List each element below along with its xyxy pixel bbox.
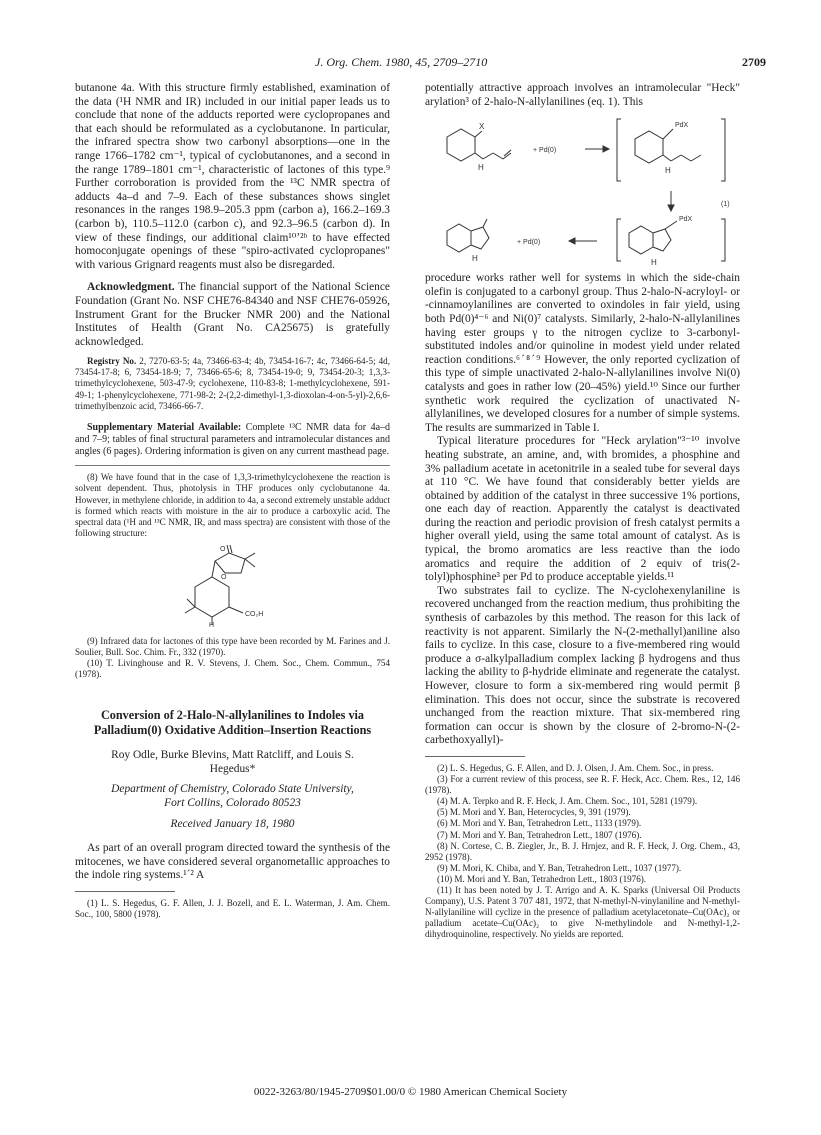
divider: [75, 465, 390, 466]
footnote-10: (10) M. Mori and Y. Ban, Tetrahedron Lett., 1803 (1976).: [437, 873, 647, 884]
body-paragraph: Two substrates fail to cyclize. The N-cyclohexenylaniline is recovered unchanged from the reaction medium, thus prohibiting the synthesis of carbazoles by this method. The reason for this lack of reactivity is not apparent. Similarly the N-(2-methallyl)aniline also fails to cyclize. In this case, closure to a five-membered ring would produce a σ-alkylpalladium complex lacking β hydrogens and thus lacking the ability to β-hydride eliminate and regenerate the catalyst. However, closure to form a six-membered ring would permit β elimination. This does not occur, since the substrate is recovered unchanged from the reaction mixture. That six-membered ring formation can occur is shown by the closure of 2-bromo-N-(2-carbethoxyallyl)-: [425, 584, 740, 747]
footnote-rule: [425, 756, 525, 757]
body-paragraph: potentially attractive approach involves an intramolecular "Heck" arylation³ of 2-halo-N-allylanilines (eq. 1). This: [425, 82, 740, 108]
hydrogen-label: H: [209, 621, 215, 627]
affiliation: Department of Chemistry, Colorado State University, Fort Collins, Colorado 80523: [111, 783, 354, 809]
journal-citation: J. Org. Chem. 1980, 45, 2709–2710: [315, 55, 488, 69]
nh-label: H: [478, 163, 484, 173]
carboxyl-label: CO₂H: [245, 610, 264, 618]
footnote-9: (9) M. Mori, K. Chiba, and Y. Ban, Tetrahedron Lett., 1037 (1977).: [437, 862, 682, 873]
body-paragraph: Typical literature procedures for "Heck arylation"³⁻¹⁰ involve heating substrate, an amine, and, with bromides, a phosphine and 3% palladium acetate in acetonitrile in a sealed tube for several days at 110 °C. We have found that considerably better yields are obtained by addition of the catalyst in three successive 1% portions, one each day of reaction. Apparently the catalyst is deactivated during the reaction and periodic provision of fresh catalyst permits a higher overall yield, using the same total amount of catalyst. As is typical, the bromo aromatics are less reactive than the iodo aromatics and require the addition of 2 equiv of tris(2-tolyl)phosphine³ per Pd to produce acceptable yields.¹¹: [425, 435, 740, 584]
svg-text:O: O: [220, 545, 226, 553]
pd0-product: + Pd(0): [517, 239, 541, 247]
benzene-ring: [447, 129, 475, 161]
acknowledgment: [75, 281, 390, 349]
footnote-11: (11) It has been noted by J. T. Arrigo and A. K. Sparks (Universal Oil Products Company), U.S. Patent 3 707 481, 1972, that N-methyl-N-vinylaniline and N-methyl-N-allylaniline will cyclize in the presence of palladium acetylacetonate–Cu(OAc)₂ or palladium acetate–Cu(OAc)₂ to give N-methylindole and N-methyl-1,2-dihydroquinoline, respectively. No yields are reported.: [425, 885, 740, 940]
body-paragraph: butanone 4a. With this structure firmly established, examination of the data (¹H NMR and IR) included in our initial paper leads us to conclude that none of the adducts reported were cyclopropanes and that each should be reformulated as a cyclobutanone. In particular, the infrared spectra show two carbonyl absorptions—one in the range 1766–1782 cm⁻¹, typical of cyclobutanones, and a second in the range 1789–1801 cm⁻¹, characteristic of lactones of this type.⁹ Further corroboration is provided from the ¹³C NMR spectra of adducts 4a–d and 7–9. Each of these substances shows singlet resonances in the ranges 198.9–205.3 ppm (carbon a), 166.2–169.3 (carbon b), 110.5–112.0 (carbon c), and 92.3–96.5 (carbon d). In view of these findings, our additional claim¹⁰ʼ²ᵇ to have effected homoconjugate openings of these "spiro-activated cyclopropanes" with various Grignard reagents must also be disregarded.: [75, 82, 390, 271]
left-column: [75, 82, 390, 920]
pd0-reagent: + Pd(0): [533, 147, 557, 155]
nh-label-2: H: [665, 166, 671, 176]
ack-text: The financial support of the National Science Foundation (Grant No. NSF CHE76-84340 and NSF CHE76-05926, Instrument Grant for the Brucker NMR 200) and the National Institutes of Health (Grant No. CA25675) is gratefully acknowledged.: [75, 281, 390, 348]
body-paragraph: procedure works rather well for systems in which the side-chain olefin is conjugated to a carbonyl group. Thus 2-halo-N-acryloyl- or -cinnamoylanilines are converted to oxindoles in fair yield, using both Pd(0)⁴⁻⁶ and Ni(0)⁷ catalysts. Similarly, 2-halo-N-allylanilines having ester groups γ to the nitrogen cyclize to 3-carbonyl-substituted indoles and/or quinoline in modest yield under related reaction conditions.⁶ˊ⁸ˊ⁹ However, the only reported cyclization of this type of simple unactivated 2-halo-N-allylanilines involve Ni(0) catalysts and goes in rather low (20–45%) yield.¹⁰ Since our further synthetic work required the cyclization of unactivated N-allylanilines, we developed closures for a number of simple systems. The results are summarized in Table I.: [425, 272, 740, 434]
footnote-8: (8) We have found that in the case of 1,3,3-trimethylcyclohexene the reaction is solvent dependent. Thus, photolysis in THF produces only cyclobutanone 4a. However, in methylene chloride, in addition to 4a, a second extremely unstable adduct is formed which reacts with moisture in the air to produce a carboxylic acid. The spectral data (¹H and ¹³C NMR, IR, and mass spectra) are consistent with those of the following structure:: [75, 472, 390, 538]
registry-lead: Registry No.: [87, 356, 137, 367]
article-title: Conversion of 2-Halo-N-allylanilines to Indoles via Palladium(0) Oxidative Addition–Insertion Reactions: [93, 708, 372, 737]
halogen-label: X: [479, 122, 485, 132]
footnote-3: (3) For a current review of this process, see R. F. Heck, Acc. Chem. Res., 12, 146 (1978).: [425, 774, 740, 796]
ack-lead: Acknowledgment.: [87, 281, 175, 294]
equation-number: (1): [721, 201, 730, 209]
supp-text: Complete ¹³C NMR data for 4a–d and 7–9; tables of final structural parameters and intramolecular distances and angles (6 pages). Ordering information is given on any current masthead page.: [75, 421, 391, 458]
footnote-2: (2) L. S. Hegedus, G. F. Allen, and D. J. Olsen, J. Am. Chem. Soc., in press.: [437, 762, 714, 773]
footnote-4: (4) M. A. Terpko and R. F. Heck, J. Am. Chem. Soc., 101, 5281 (1979).: [437, 796, 698, 807]
supp-lead: Supplementary Material Available:: [87, 421, 242, 433]
footnote-10: (10) T. Livinghouse and R. V. Stevens, J. Chem. Soc., Chem. Commun., 754 (1978).: [75, 658, 390, 680]
supplementary-material: [75, 422, 390, 459]
footnote-6: (6) M. Mori and Y. Ban, Tetrahedron Lett., 1133 (1979).: [437, 818, 642, 829]
lactone-structure-diagram: [75, 539, 390, 627]
authors: Roy Odle, Burke Blevins, Matt Ratcliff, and Louis S. Hegedus*: [111, 749, 354, 775]
page-header: [0, 55, 821, 71]
reaction-scheme-eq1: [425, 109, 740, 267]
footnote-5: (5) M. Mori and Y. Ban, Heterocycles, 9, 391 (1979).: [437, 807, 631, 818]
nh-label-3: H: [651, 258, 657, 268]
svg-text:O: O: [221, 573, 227, 581]
footnote-1: (1) L. S. Hegedus, G. F. Allen, J. J. Bozell, and E. L. Waterman, J. Am. Chem. Soc., 100, 5800 (1978).: [75, 897, 390, 919]
intro-paragraph: As part of an overall program directed toward the synthesis of the mitocenes, we have considered several organometallic approaches to the indole ring systems.¹ˊ² A: [75, 842, 390, 882]
registry-numbers: [75, 356, 390, 411]
right-column: [425, 82, 740, 940]
footnote-rule: [75, 891, 175, 892]
footnote-8: (8) N. Cortese, C. B. Ziegler, Jr., B. J. Hrnjez, and R. F. Heck, J. Org. Chem., 43, 2952 (1978).: [425, 840, 740, 862]
page-number: 2709: [742, 55, 766, 69]
pdx-label: PdX: [675, 122, 689, 130]
received-date: Received January 18, 1980: [170, 818, 295, 831]
nh-label-4: H: [472, 254, 478, 264]
registry-text: 2, 7270-63-5; 4a, 73466-63-4; 4b, 73454-16-7; 4c, 73466-64-5; 4d, 73454-17-8; 6, 73454-18-9; 7, 73466-65-6; 8, 73454-19-0; 9, 73454-20-3; 1,3,3-trimethylcyclohexene, 503-47-9; cyclohexene, 110-83-8; 1-methylcyclohexene, 591-49-1; 1-phenylcyclohexene, 771-98-2; 2-(2,2-dimethyl-1,3-dioxolan-4-on-5-yl)-2,6,6-trimethylbenzoic acid, 73466-66-7.: [75, 356, 390, 411]
page-footer: 0022-3263/80/1945-2709$01.00/0 © 1980 American Chemical Society: [253, 1086, 568, 1098]
pdx-label-2: PdX: [679, 216, 693, 224]
footnote-9: (9) Infrared data for lactones of this type have been recorded by M. Farines and J. Soulier, Bull. Soc. Chim. Fr., 332 (1970).: [75, 635, 390, 658]
footnote-7: (7) M. Mori and Y. Ban, Tetrahedron Lett., 1807 (1976).: [437, 829, 642, 840]
